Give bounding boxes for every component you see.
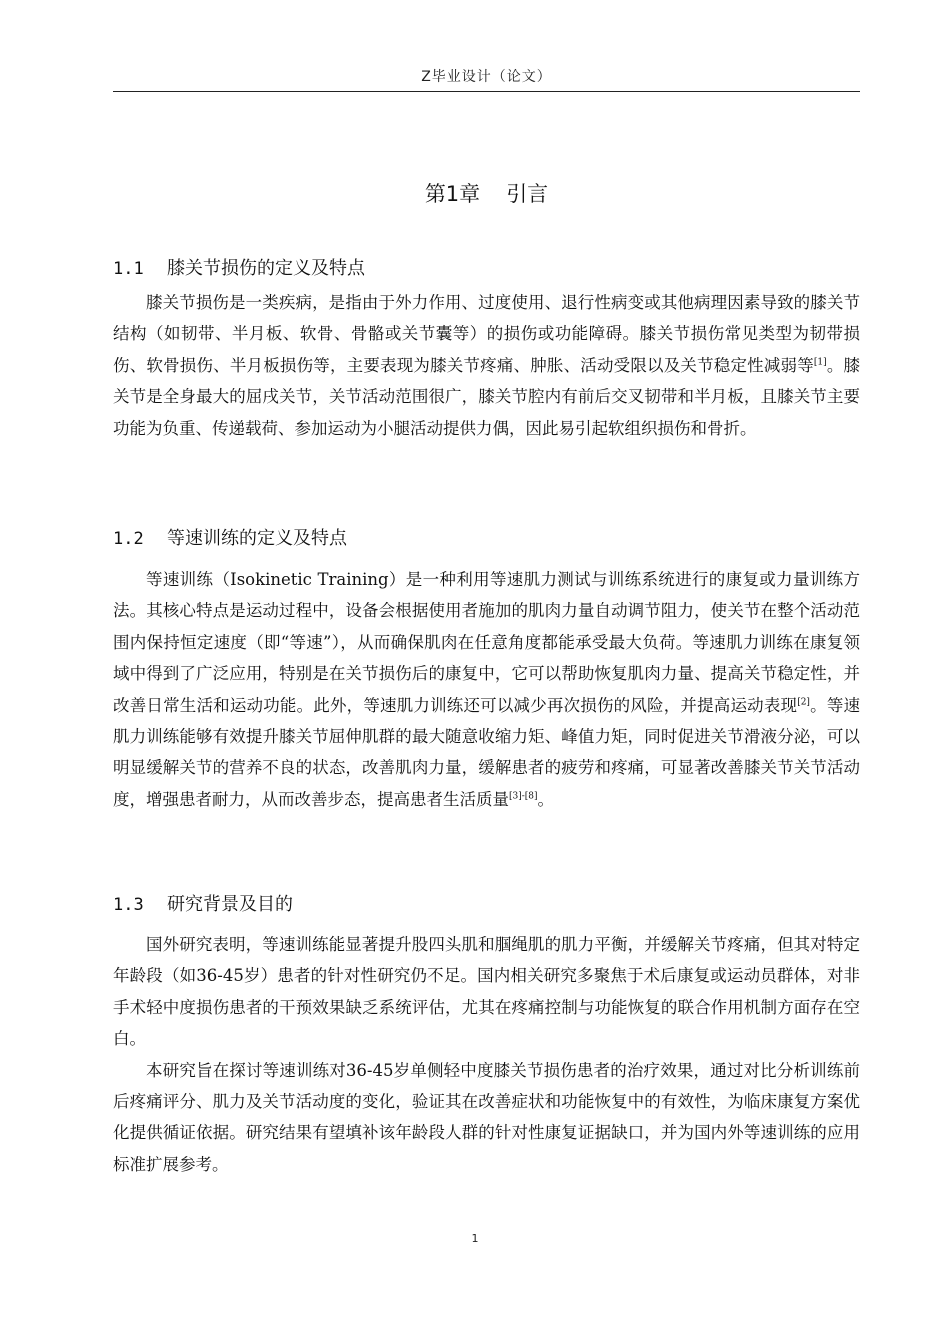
chapter-title [113, 178, 860, 208]
paragraph: 国外研究表明，等速训练能显著提升股四头肌和腘绳肌的肌力平衡，并缓解关节疼痛，但其对特定年龄段（如36-45岁）患者的针对性研究仍不足。国内相关研究多聚焦于术后康复或运动员群体，对非手术轻中度损伤患者的干预效果缺乏系统评估，尤其在疼痛控制与功能恢复的联合作用机制方面存在空白。 [113, 935, 860, 1049]
paragraph: 本研究旨在探讨等速训练对36-45岁单侧轻中度膝关节损伤患者的治疗效果，通过对比分析训练前后疼痛评分、肌力及关节活动度的变化，验证其在改善症状和功能恢复中的有效性，为临床康复方案优化提供循证依据。研究结果有望填补该年龄段人群的针对性康复证据缺口，并为国内外等速训练的应用标准扩展参考。 [113, 1060, 860, 1174]
section-number: 1.3 [113, 895, 144, 915]
section-title: 等速训练的定义及特点 [167, 528, 347, 549]
section-body-1-3 [113, 929, 860, 1180]
section-title: 研究背景及目的 [167, 894, 293, 915]
section-heading-1-3 [113, 890, 860, 916]
section-heading-1-2 [113, 524, 860, 550]
citation: [3]-[8] [509, 791, 538, 802]
running-header: Z毕业设计（论文） [421, 69, 552, 85]
page-number: 1 [471, 1232, 479, 1245]
section-number: 1.1 [113, 259, 144, 279]
section-number: 1.2 [113, 529, 144, 549]
citation: [1] [813, 357, 827, 368]
section-body-1-2 [113, 564, 860, 815]
section-heading-1-1 [113, 254, 860, 280]
paragraph: 膝关节损伤是一类疾病，是指由于外力作用、过度使用、退行性病变或其他病理因素导致的膝关节结构（如韧带、半月板、软骨、骨骼或关节囊等）的损伤或功能障碍。膝关节损伤常见类型为韧带损伤、软骨损伤、半月板损伤等，主要表现为膝关节疼痛、肿胀、活动受限以及关节稳定性减弱等[1]。膝关节是全身最大的屈戌关节，关节活动范围很广，膝关节腔内有前后交叉韧带和半月板，且膝关节主要功能为负重、传递载荷、参加运动为小腿活动提供力偶，因此易引起软组织损伤和骨折。 [113, 293, 860, 438]
section-title: 膝关节损伤的定义及特点 [167, 258, 365, 279]
paragraph: 等速训练（Isokinetic Training）是一种利用等速肌力测试与训练系统进行的康复或力量训练方法。其核心特点是运动过程中，设备会根据使用者施加的肌肉力量自动调节阻力，使关节在整个活动范围内保持恒定速度（即“等速”），从而确保肌肉在任意角度都能承受最大负荷。等速肌力训练在康复领域中得到了广泛应用，特别是在关节损伤后的康复中，它可以帮助恢复肌肉力量、提高关节稳定性，并改善日常生活和运动功能。此外，等速肌力训练还可以减少再次损伤的风险，并提高运动表现[2]。等速肌力训练能够有效提升膝关节屈伸肌群的最大随意收缩力矩、峰值力矩，同时促进关节滑液分泌，可以明显缓解关节的营养不良的状态，改善肌肉力量，缓解患者的疲劳和疼痛，可显著改善膝关节关节活动度，增强患者耐力，从而改善步态，提高患者生活质量[3]-[8]。 [113, 570, 860, 809]
citation: [2] [797, 697, 810, 708]
header-rule [113, 91, 860, 92]
chapter-number: 第1章 [424, 182, 481, 206]
section-body-1-1 [113, 287, 860, 444]
chapter-name: 引言 [506, 182, 549, 206]
